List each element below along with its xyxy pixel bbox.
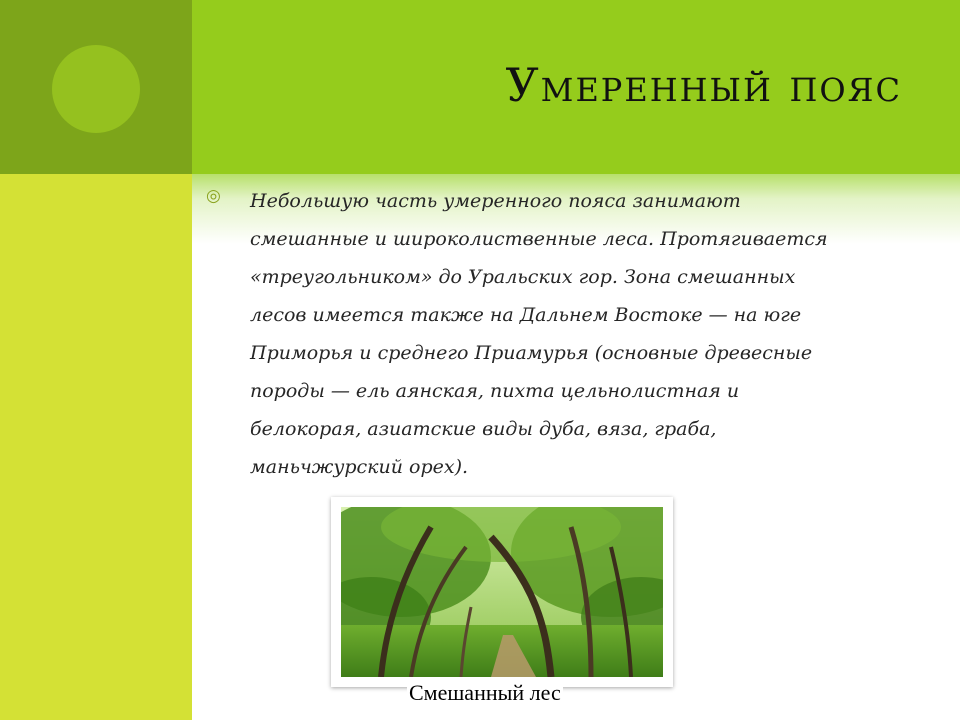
left-decor-strip — [0, 174, 192, 720]
slide-title: Умеренный пояс — [505, 58, 902, 112]
photo-caption: Смешанный лес — [409, 680, 561, 705]
photo-frame — [331, 497, 673, 687]
forest-photo — [341, 507, 663, 677]
title-band — [192, 0, 960, 174]
body-paragraph: Небольшую часть умеренного пояса занимают смешанные и широколиственные леса. Протягивается «треугольником» до Уральских гор. Зона смешанных лесов имеется также на Дальнем Востоке — на юге Приморья и среднего Приамурья (основные древесные породы — ель аянская, пихта цельнолистная и белокорая, азиатские виды дуба, вяза, граба, маньчжурский орех). — [250, 190, 828, 478]
circle-bullet-icon: ◎ — [206, 186, 221, 206]
decorative-circle — [52, 45, 140, 133]
corner-block — [0, 0, 192, 174]
